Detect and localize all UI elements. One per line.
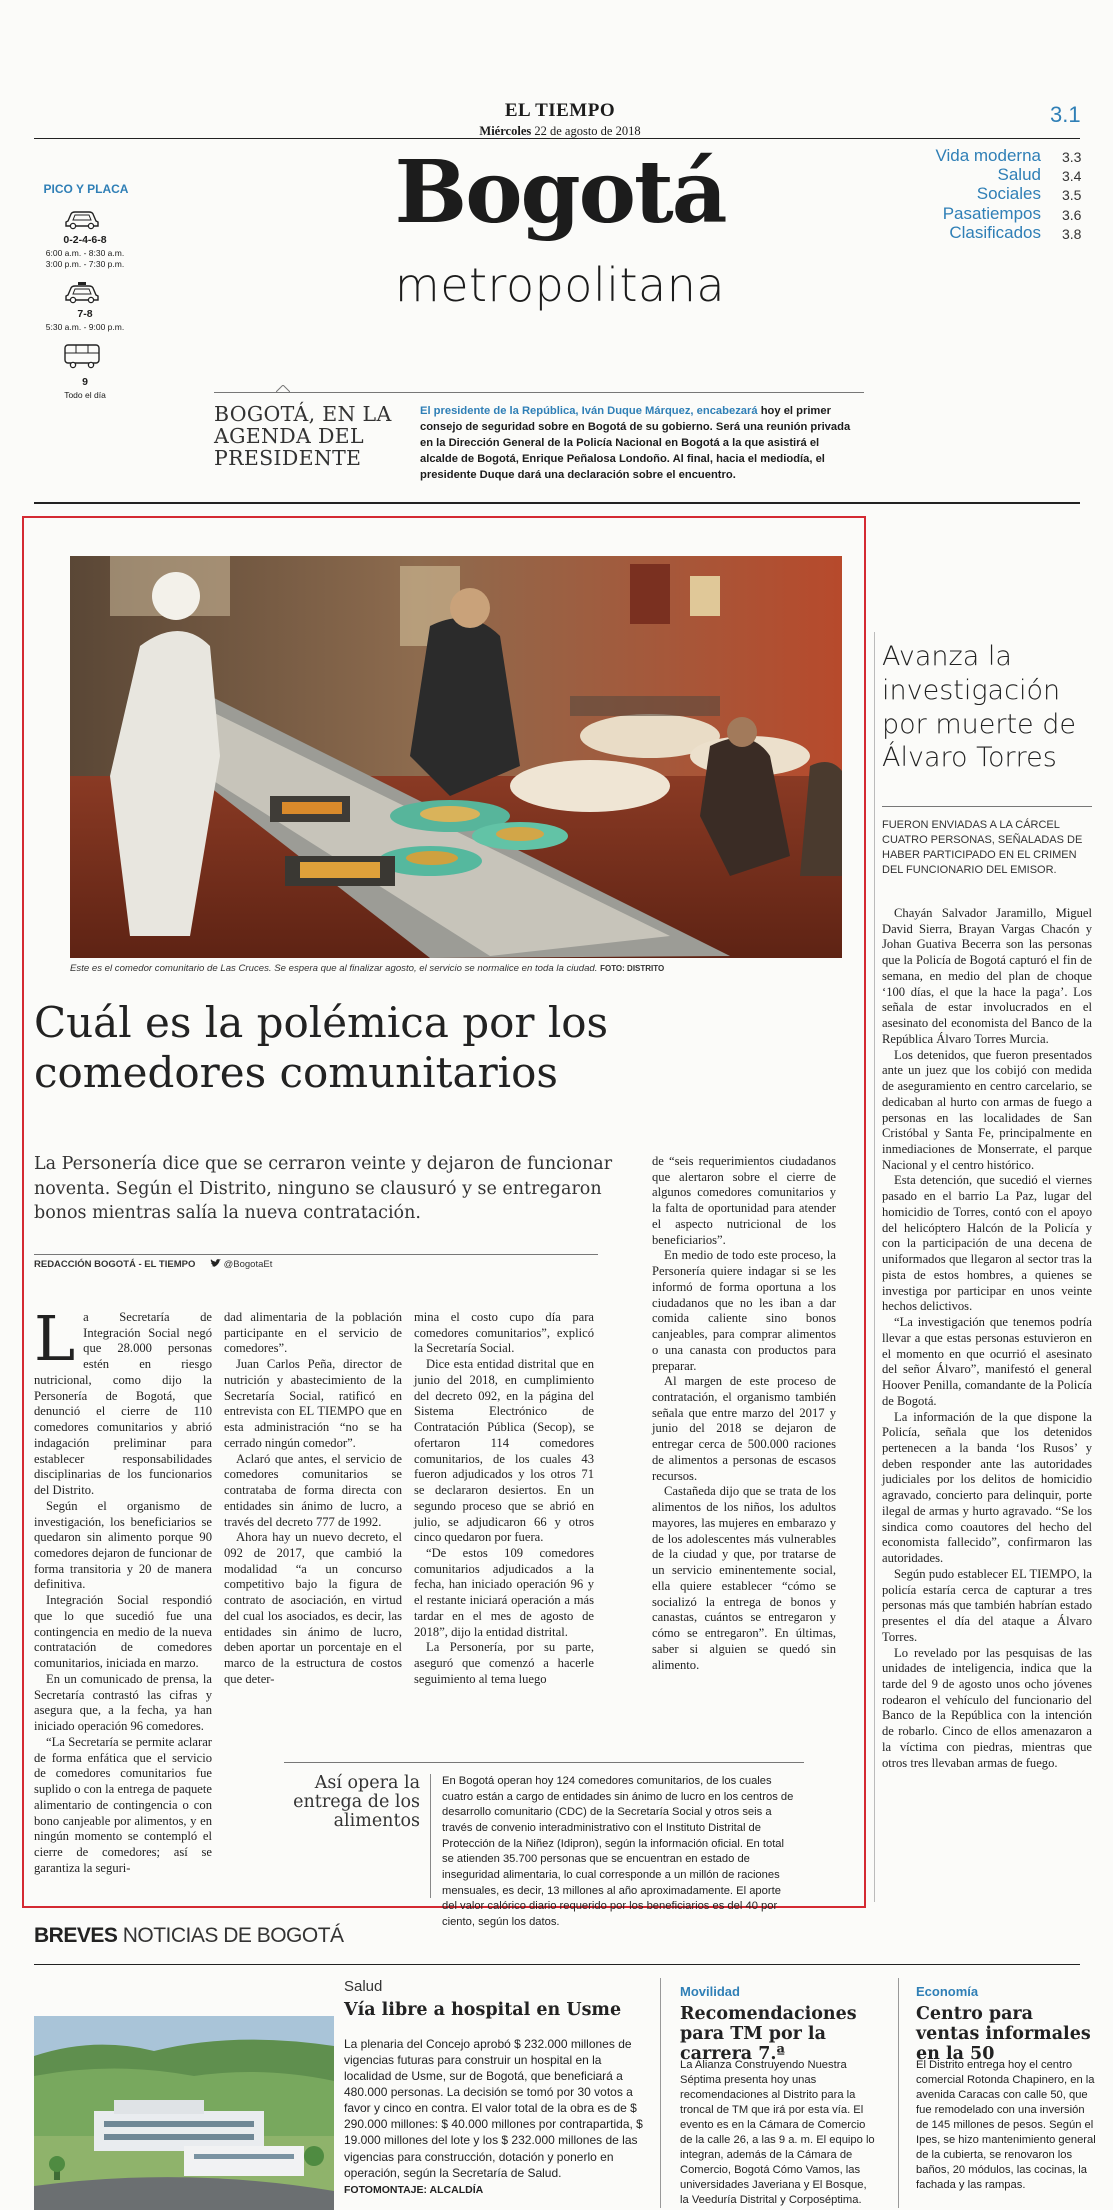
- breve-divider: [898, 1978, 899, 2208]
- box-heading-line: entrega de los: [293, 1791, 420, 1812]
- breve-body: La plenaria del Concejo aprobó $ 232.000 millones de vigencias futuras para construir un hospital en la localidad de Usme, sur de Bogotá, que beneficiará a 480.000 personas. La decisión se tomó por 30 votos a favor y cinco en contra. El valor total de la obra es de $ 290.000 millones: $ 40.000 millones por contrapartida, $ 19.000 millones del lote y los $ 232.000 millones de las vigencias para construcción, dotación y ponerlo en operación, según la Secretaría de Salud.: [344, 2037, 643, 2180]
- breves-heading: [34, 1924, 344, 1948]
- pyp-time: 5:30 a.m. - 9:00 p.m.: [45, 322, 125, 332]
- pico-y-placa-title: PICO Y PLACA: [43, 182, 129, 196]
- index-item-clasificados: Clasificados: [949, 223, 1041, 242]
- breves-rule: [34, 1964, 1080, 1965]
- breve-credit: FOTOMONTAJE: ALCALDÍA: [344, 2183, 484, 2196]
- date-rest: 22 de agosto de 2018: [534, 124, 641, 138]
- breve-divider: [660, 1978, 661, 2208]
- side-story-body: [882, 906, 1092, 1771]
- side-rule: [882, 806, 1092, 807]
- paragraph: En medio de todo este proceso, la Personería quiere indagar si se les informó de forma oportuna a los ciudadanos que no les iban a dar comida caliente sino bonos canjeables, para comprar alimentos o una canasta con productos para preparar.: [652, 1248, 836, 1373]
- box-divider: [430, 1774, 431, 1898]
- index-page: 3.3: [1062, 149, 1082, 165]
- agenda-heading: [214, 404, 414, 470]
- section-subtitle: metropolitana: [394, 258, 726, 312]
- paragraph: Castañeda dijo que se trata de los alimentos de los niños, los adultos mayores, las mujeres en embarazo y de los adolescentes más vulnerables de la ciudad y que, por tratarse de un servicio eminentemente social, ella quiere establecer “cómo se socializó la entrega de bonos y canastas, cuántos se entregaron y cómo se entregaron”. En últimas, saber si alguien se quedó sin alimento.: [652, 1484, 836, 1672]
- index-item-vida-moderna: Vida moderna: [935, 146, 1041, 165]
- paragraph: a Secretaría de Integración Social negó que 28.000 personas estén en riesgo nutricional, como dijo la Personería de Bogotá, que denunció el cierre de 110 comedores comunitarios y abrió indagación preliminar para establecer responsabilidades disciplinarias de los funcionarios del Distrito.: [34, 1310, 212, 1498]
- paper-name: EL TIEMPO: [504, 100, 616, 121]
- breve-text: El Distrito entrega hoy el centro comercial Rotonda Chapinero, en la avenida Caracas con calle 50, que fue remodelado con una inversión de 145 millones de pesos. Según el Ipes, se hizo mantenimiento general de la cubierta, se renovaron los baños, 20 módulos, las cocinas, la fachada y las rampas.: [916, 2059, 1096, 2191]
- side-headline-line: investigación: [882, 674, 1061, 706]
- agenda-heading-line: BOGOTÁ, EN LA: [214, 402, 392, 426]
- index-page: 3.5: [1062, 187, 1082, 203]
- paragraph: En un comunicado de prensa, la Secretaría contrastó las cifras y asegura que, a la fecha, ya han iniciado operación 96 comedores.: [34, 1671, 212, 1734]
- box-heading-line: alimentos: [333, 1810, 420, 1831]
- main-column-3: [414, 1310, 594, 1688]
- info-box-text: En Bogotá operan hoy 124 comedores comunitarios, de los cuales cuatro están a cargo de entidades sin ánimo de lucro en los centros de desarrollo comunitario (CDC) de la Secretaría Social y otros seis a través de convenio interadministrativo con el Instituto Distrital de Protección de la Niñez (Idipron), según la información oficial. En total se atienden 35.700 personas que se encuentran en estado de inseguridad alimentaria, lo cual corresponde a un millón de raciones mensuales, es decir, 13 millones al año aproximadamente. El aporte del valor calórico diario requerido por los beneficiarios es del 40 por ciento, según los datos.: [442, 1775, 794, 1929]
- byline-twitter[interactable]: [210, 1259, 272, 1270]
- breve-title: Vía libre a hospital en Usme: [344, 2000, 622, 2020]
- paragraph: Esta detención, que sucedió el viernes pasado en el barrio La Paz, lugar del homicidio de Torres, contó con el apoyo del helicóptero Halcón de la Policía y con la participación de una decena de uniformados que llegaron al sector tras la pista de estos hombres, a quienes se investiga por participar en unos veinte hechos delictivos.: [882, 1173, 1092, 1314]
- breve-title: Recomendaciones para TM por la carrera 7.ª: [680, 2004, 857, 2065]
- hospital-render-photo: [34, 2016, 334, 2210]
- paragraph: Juan Carlos Peña, director de nutrición y abastecimiento de la Secretaría Social, ratificó en entrevista con EL TIEMPO que en esta administración “no se ha cerrado ningún comedor”.: [224, 1357, 402, 1450]
- pyp-numbers: 7-8: [77, 308, 93, 320]
- paragraph: “De estos 109 comedores comunitarios adjudicados a la fecha, han iniciado operación 96 y el restante iniciará operación a más tardar en el mes de agosto de 2018”, dijo la entidad distrital.: [414, 1546, 594, 1639]
- twitter-icon: [210, 1259, 221, 1268]
- byline-rule: [34, 1254, 598, 1255]
- side-headline: [882, 640, 1102, 775]
- index-item-pasatiempos: Pasatiempos: [942, 204, 1041, 223]
- taxi-icon: [62, 280, 102, 304]
- main-headline-line: comedores comunitarios: [34, 1047, 558, 1097]
- pyp-time: 6:00 a.m. - 8:30 a.m.: [45, 248, 125, 258]
- breves-heading-rest: NOTICIAS DE BOGOTÁ: [122, 1924, 344, 1947]
- paragraph: Ahora hay un nuevo decreto, el 092 de 2017, que cambió la modalidad “a un concurso competitivo bajo la figura de contrato de asociación, en virtud del cual los asociados, es decir, las entidades sin ánimo de lucro, deben aportar un porcentaje en el marco de la estructura de costos que deter-: [224, 1530, 402, 1686]
- side-column-divider: [874, 632, 875, 1902]
- index-page: 3.6: [1062, 207, 1082, 223]
- agenda-notch-icon: [276, 385, 290, 393]
- paragraph: dad alimentaria de la población participante en el servicio de comedores”.: [224, 1310, 402, 1356]
- index-page: 3.8: [1062, 226, 1082, 242]
- paragraph: Lo revelado por las pesquisas de las unidades de inteligencia, indica que la tarde del 9 de agosto unos ocho jóvenes rodearon el vehículo del funcionario del Banco de la República con la intención de robarlo. Cinco de ellos amenazaron a la víctima con piedras, mientras que otros tres llevaban armas de fuego.: [882, 1645, 1092, 1770]
- pyp-time: Todo el día: [64, 390, 106, 400]
- box-heading-line: Así opera la: [314, 1773, 420, 1793]
- paragraph: La información de la que dispone la Policía, señala que los detenidos pertenecen a la banda ‘los Rusos’ y deben responder ante las autoridades judiciales por los delitos de homicidio agravado, concierto para delinquir, porte ilegal de armas y hurto agravado. “Se los sindica como coautores del hecho del economista fallecido”, confirmaron las autoridades.: [882, 1409, 1092, 1566]
- index-item-sociales: Sociales: [976, 184, 1041, 203]
- side-headline-line: Álvaro Torres: [882, 742, 1057, 774]
- pyp-numbers: 9: [82, 376, 88, 388]
- photo-caption: [70, 963, 850, 974]
- page-number: 3.1: [1050, 102, 1081, 127]
- main-column-1: [34, 1302, 212, 1876]
- agenda-lead: El presidente de la República, Iván Duque Márquez, encabezará: [420, 405, 758, 417]
- breves-heading-bold: BREVES: [34, 1924, 118, 1947]
- main-headline-line: Cuál es la polémica por los: [34, 998, 609, 1047]
- comedor-photo: [70, 556, 842, 958]
- paragraph: La Personería, por su parte, aseguró que comenzó a hacerle seguimiento al tema luego: [414, 1640, 594, 1686]
- side-headline-line: por muerte de: [882, 708, 1076, 740]
- info-box-heading: [284, 1774, 420, 1831]
- header-date: [430, 124, 690, 139]
- truck-icon: [62, 342, 102, 370]
- paragraph: Los detenidos, que fueron presentados ante un juez que los cobijó con medida de aseguramiento en centro carcelario, se dedicaban al hurto con armas de fuego a personas en las localidades de San Cristóbal y Santa Fe, principalmente en inmediaciones de Monserrate, el parque Nacional y el centro histórico.: [882, 1047, 1092, 1172]
- agenda-rule: [214, 392, 864, 393]
- byline-author: REDACCIÓN BOGOTÁ - EL TIEMPO: [34, 1259, 196, 1270]
- box-rule: [284, 1762, 804, 1763]
- side-kicker: FUERON ENVIADAS A LA CÁRCEL CUATRO PERSONAS, SEÑALADAS DE HABER PARTICIPADO EN EL CRIMEN DEL FUNCIONARIO DEL EMISOR.: [882, 819, 1083, 876]
- paragraph: Al margen de este proceso de contratación, el organismo también señala que entre marzo del 2017 y junio del 2018 se dejaron de entregar cerca de 500.000 raciones de alimentos a personas de escasos recursos.: [652, 1374, 836, 1483]
- agenda-heading-line: AGENDA DEL: [214, 423, 364, 448]
- paragraph: Según el organismo de investigación, los beneficiarios se quedaron sin alimento porque 90 comedores dejaron de funcionar de forma transitoria y 20 de manera definitiva.: [34, 1498, 212, 1592]
- byline-handle-text: @BogotaEt: [223, 1259, 273, 1270]
- agenda-text: [420, 404, 860, 484]
- section-divider: [34, 502, 1080, 504]
- breve-text: [344, 2036, 644, 2197]
- photo-credit: FOTO: DISTRITO: [600, 964, 665, 973]
- date-day: Miércoles: [479, 124, 532, 138]
- paragraph: “La Secretaría se permite aclarar de forma enfática que el servicio de comedores comunitarios fue suplido o con la entrega de paquete alimentario de contingencia o con bono canjeable por alimentos, y en ningún momento se contempló el cierre de comedores; así se garantiza la seguri-: [34, 1734, 212, 1875]
- agenda-heading-line: PRESIDENTE: [214, 445, 362, 470]
- paragraph: Chayán Salvador Jaramillo, Miguel David Sierra, Brayan Vargas Chacón y Johan Guativa Becerra son las personas que la Policía de Bogotá capturó el fin de semana, en medio del plan de choque ‘100 días, el que la hace la paga’. Los señala de estar involucrados en el asesinato del economista del Banco de la República Álvaro Torres Murcia.: [882, 906, 1092, 1046]
- agenda-body: hoy el primer consejo de seguridad sobre en Bogotá de su gobierno. Será una reunión privada en la Dirección General de la Policía Nacional en Bogotá a la que asistirá el alcalde de Bogotá, Enrique Peñalosa Londoño. Al final, hacia el mediodía, el presidente Duque dará una declaración sobre el encuentro.: [420, 405, 851, 481]
- side-headline-line: Avanza la: [882, 641, 1012, 672]
- index-page: 3.4: [1062, 168, 1082, 184]
- breve-kicker-movilidad: Movilidad: [680, 1984, 740, 1999]
- breve-text: La Alianza Construyendo Nuestra Séptima presenta hoy unas recomendaciones al Distrito para la troncal de TM que irá por esta vía. El evento es en la Cámara de Comercio de la calle 26, a las 9 a. m. El equipo lo integran, además de la Cámara de Comercio, Bogotá Cómo Vamos, las universidades Javeriana y El Bosque, la Veeduría Distrital y Corposéptima.: [680, 2059, 875, 2206]
- main-headline: [34, 998, 794, 1097]
- breve-title: Centro para ventas informales en la 50: [916, 2004, 1091, 2065]
- byline: [34, 1259, 454, 1270]
- section-title: Bogotá: [394, 142, 726, 243]
- paragraph: de “seis requerimientos ciudadanos que alertaron sobre el cierre de algunos comedores comunitarios y la falta de oportunidad para atender el aspecto nutricional de los beneficiarios”.: [652, 1154, 836, 1247]
- photo-caption-text: Este es el comedor comunitario de Las Cruces. Se espera que al finalizar agosto, el servicio se normalice en toda la ciudad.: [70, 963, 598, 974]
- paragraph: Integración Social respondió que lo que sucedió fue una contingencia en medio de la nueva contratación de comedores comunitarios, iniciada en marzo.: [34, 1593, 212, 1671]
- paragraph: Dice esta entidad distrital que en junio del 2018, en cumplimiento del decreto 092, en la página del Sistema Electrónico de Contratación Pública (Secop), se ofertaron 114 comedores comunitarios, de los cuales 43 fueron adjudicados y los otros 71 se declararon desiertos. En un segundo proceso que se abrió en julio, se adjudicaron 66 y otros cinco quedaron por fuera.: [414, 1357, 594, 1545]
- main-lead: La Personería dice que se cerraron veinte y dejaron de funcionar noventa. Según el Distrito, ninguno se clausuró y se entregaron bonos mientras salía la nueva contratación.: [34, 1154, 613, 1223]
- main-column-2: [224, 1310, 402, 1688]
- paragraph: Aclaró que antes, el servicio de comedores comunitarios se contrataba de forma directa con entidades sin ánimo de lucro, a través del decreto 777 de 1992.: [224, 1451, 402, 1529]
- index-item-salud: Salud: [997, 165, 1041, 184]
- breve-kicker-economia: Economía: [916, 1984, 979, 1999]
- main-column-4: [652, 1154, 836, 1673]
- paragraph: Según pudo establecer EL TIEMPO, la policía estaría cerca de capturar a tres personas más que también habrían estado presentes el día del ataque a Álvaro Torres.: [882, 1566, 1092, 1644]
- breve-kicker-salud: Salud: [344, 1978, 383, 1995]
- paragraph: mina el costo cupo día para comedores comunitarios”, explicó la Secretaría Social.: [414, 1310, 594, 1356]
- pyp-numbers: 0-2-4-6-8: [63, 234, 107, 246]
- dropcap: L: [34, 1302, 76, 1375]
- paragraph: “La investigación que tenemos podría llevar a que estas personas estuvieron en el momento en que ocurrió el asesinato del señor Álvaro”, manifestó el general Hoover Penilla, comandante de la Policía de Bogotá.: [882, 1315, 1092, 1408]
- car-icon: [62, 206, 102, 230]
- pyp-time: 3:00 p.m. - 7:30 p.m.: [45, 259, 125, 269]
